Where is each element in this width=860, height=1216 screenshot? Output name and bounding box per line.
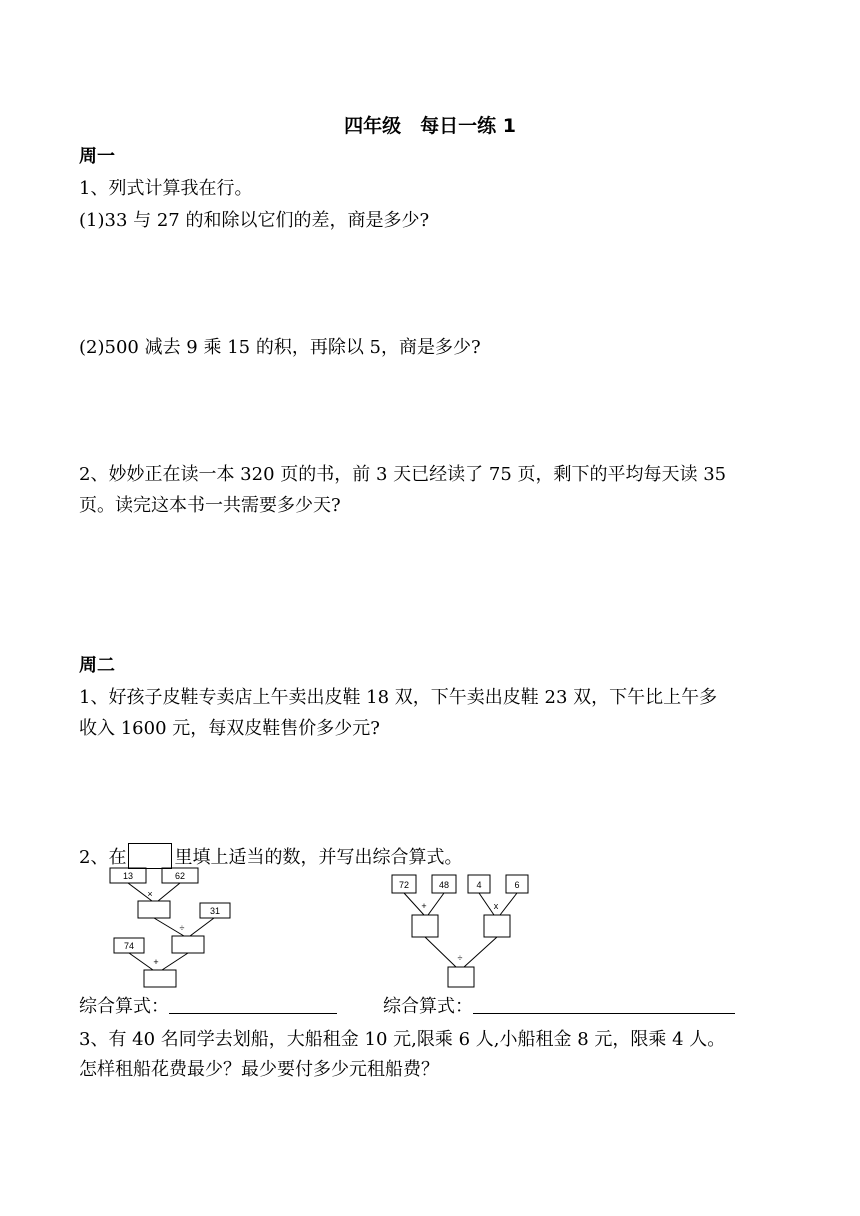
d1-n4: 74 (123, 941, 135, 951)
tuesday-q1-line1: 1、好孩子皮鞋专卖店上午卖出皮鞋 18 双，下午卖出皮鞋 23 双，下午比上午多 (79, 687, 718, 708)
monday-q1-part1: (1)33 与 27 的和除以它们的差，商是多少? (79, 210, 430, 231)
q2-pre-text: 2、在 (79, 847, 127, 868)
d2-op1: + (421, 901, 427, 911)
formula-answer-line-1[interactable] (169, 997, 337, 1014)
d2-blank-box-2[interactable] (484, 915, 510, 937)
tuesday-q3-line1: 3、有 40 名同学去划船，大船租金 10 元,限乘 6 人,小船租金 8 元，限乘 4 人。 (79, 1029, 726, 1050)
d2-blank-box-1[interactable] (412, 915, 438, 937)
monday-q1-part2: (2)500 减去 9 乘 15 的积，再除以 5，商是多少? (79, 337, 481, 358)
d1-op3: + (153, 957, 159, 967)
calc-tree-diagram-1 (106, 866, 236, 990)
d2-blank-box-3[interactable] (448, 967, 474, 987)
d1-op1: × (147, 889, 153, 899)
d1-blank-box-1[interactable] (138, 901, 170, 918)
d1-blank-box-2[interactable] (172, 936, 204, 953)
formula-line-1 (79, 995, 337, 1019)
tuesday-heading: 周二 (79, 655, 115, 676)
monday-q2-line2: 页。读完这本书一共需要多少天? (79, 495, 341, 516)
calc-tree-diagram-2 (388, 871, 538, 991)
d2-n3: 4 (476, 880, 482, 890)
monday-q1-intro: 1、列式计算我在行。 (79, 178, 253, 199)
monday-heading: 周一 (79, 146, 115, 167)
d1-blank-box-3[interactable] (144, 970, 176, 987)
formula-label-2: 综合算式： (383, 996, 473, 1017)
d2-op3: ÷ (457, 953, 463, 963)
tuesday-q3-line2: 怎样租船花费最少？最少要付多少元租船费？ (79, 1059, 439, 1080)
monday-q2-line1: 2、妙妙正在读一本 320 页的书，前 3 天已经读了 75 页，剩下的平均每天读 35 (79, 464, 727, 485)
page-title: 四年级 每日一练 1 (344, 115, 516, 137)
formula-label-1: 综合算式： (79, 996, 169, 1017)
formula-line-2 (383, 995, 735, 1019)
d1-n3: 31 (209, 906, 221, 916)
d1-n1: 13 (122, 871, 134, 881)
q2-post-text: 里填上适当的数，并写出综合算式。 (174, 847, 463, 868)
d1-op2: ÷ (179, 923, 185, 933)
d2-n4: 6 (514, 880, 520, 890)
d2-n2: 48 (438, 880, 450, 890)
d2-op2: x (493, 901, 499, 911)
tuesday-q1-line2: 收入 1600 元，每双皮鞋售价多少元? (79, 718, 380, 739)
d2-n1: 72 (398, 880, 410, 890)
d1-n2: 62 (174, 871, 186, 881)
formula-answer-line-2[interactable] (473, 997, 735, 1014)
